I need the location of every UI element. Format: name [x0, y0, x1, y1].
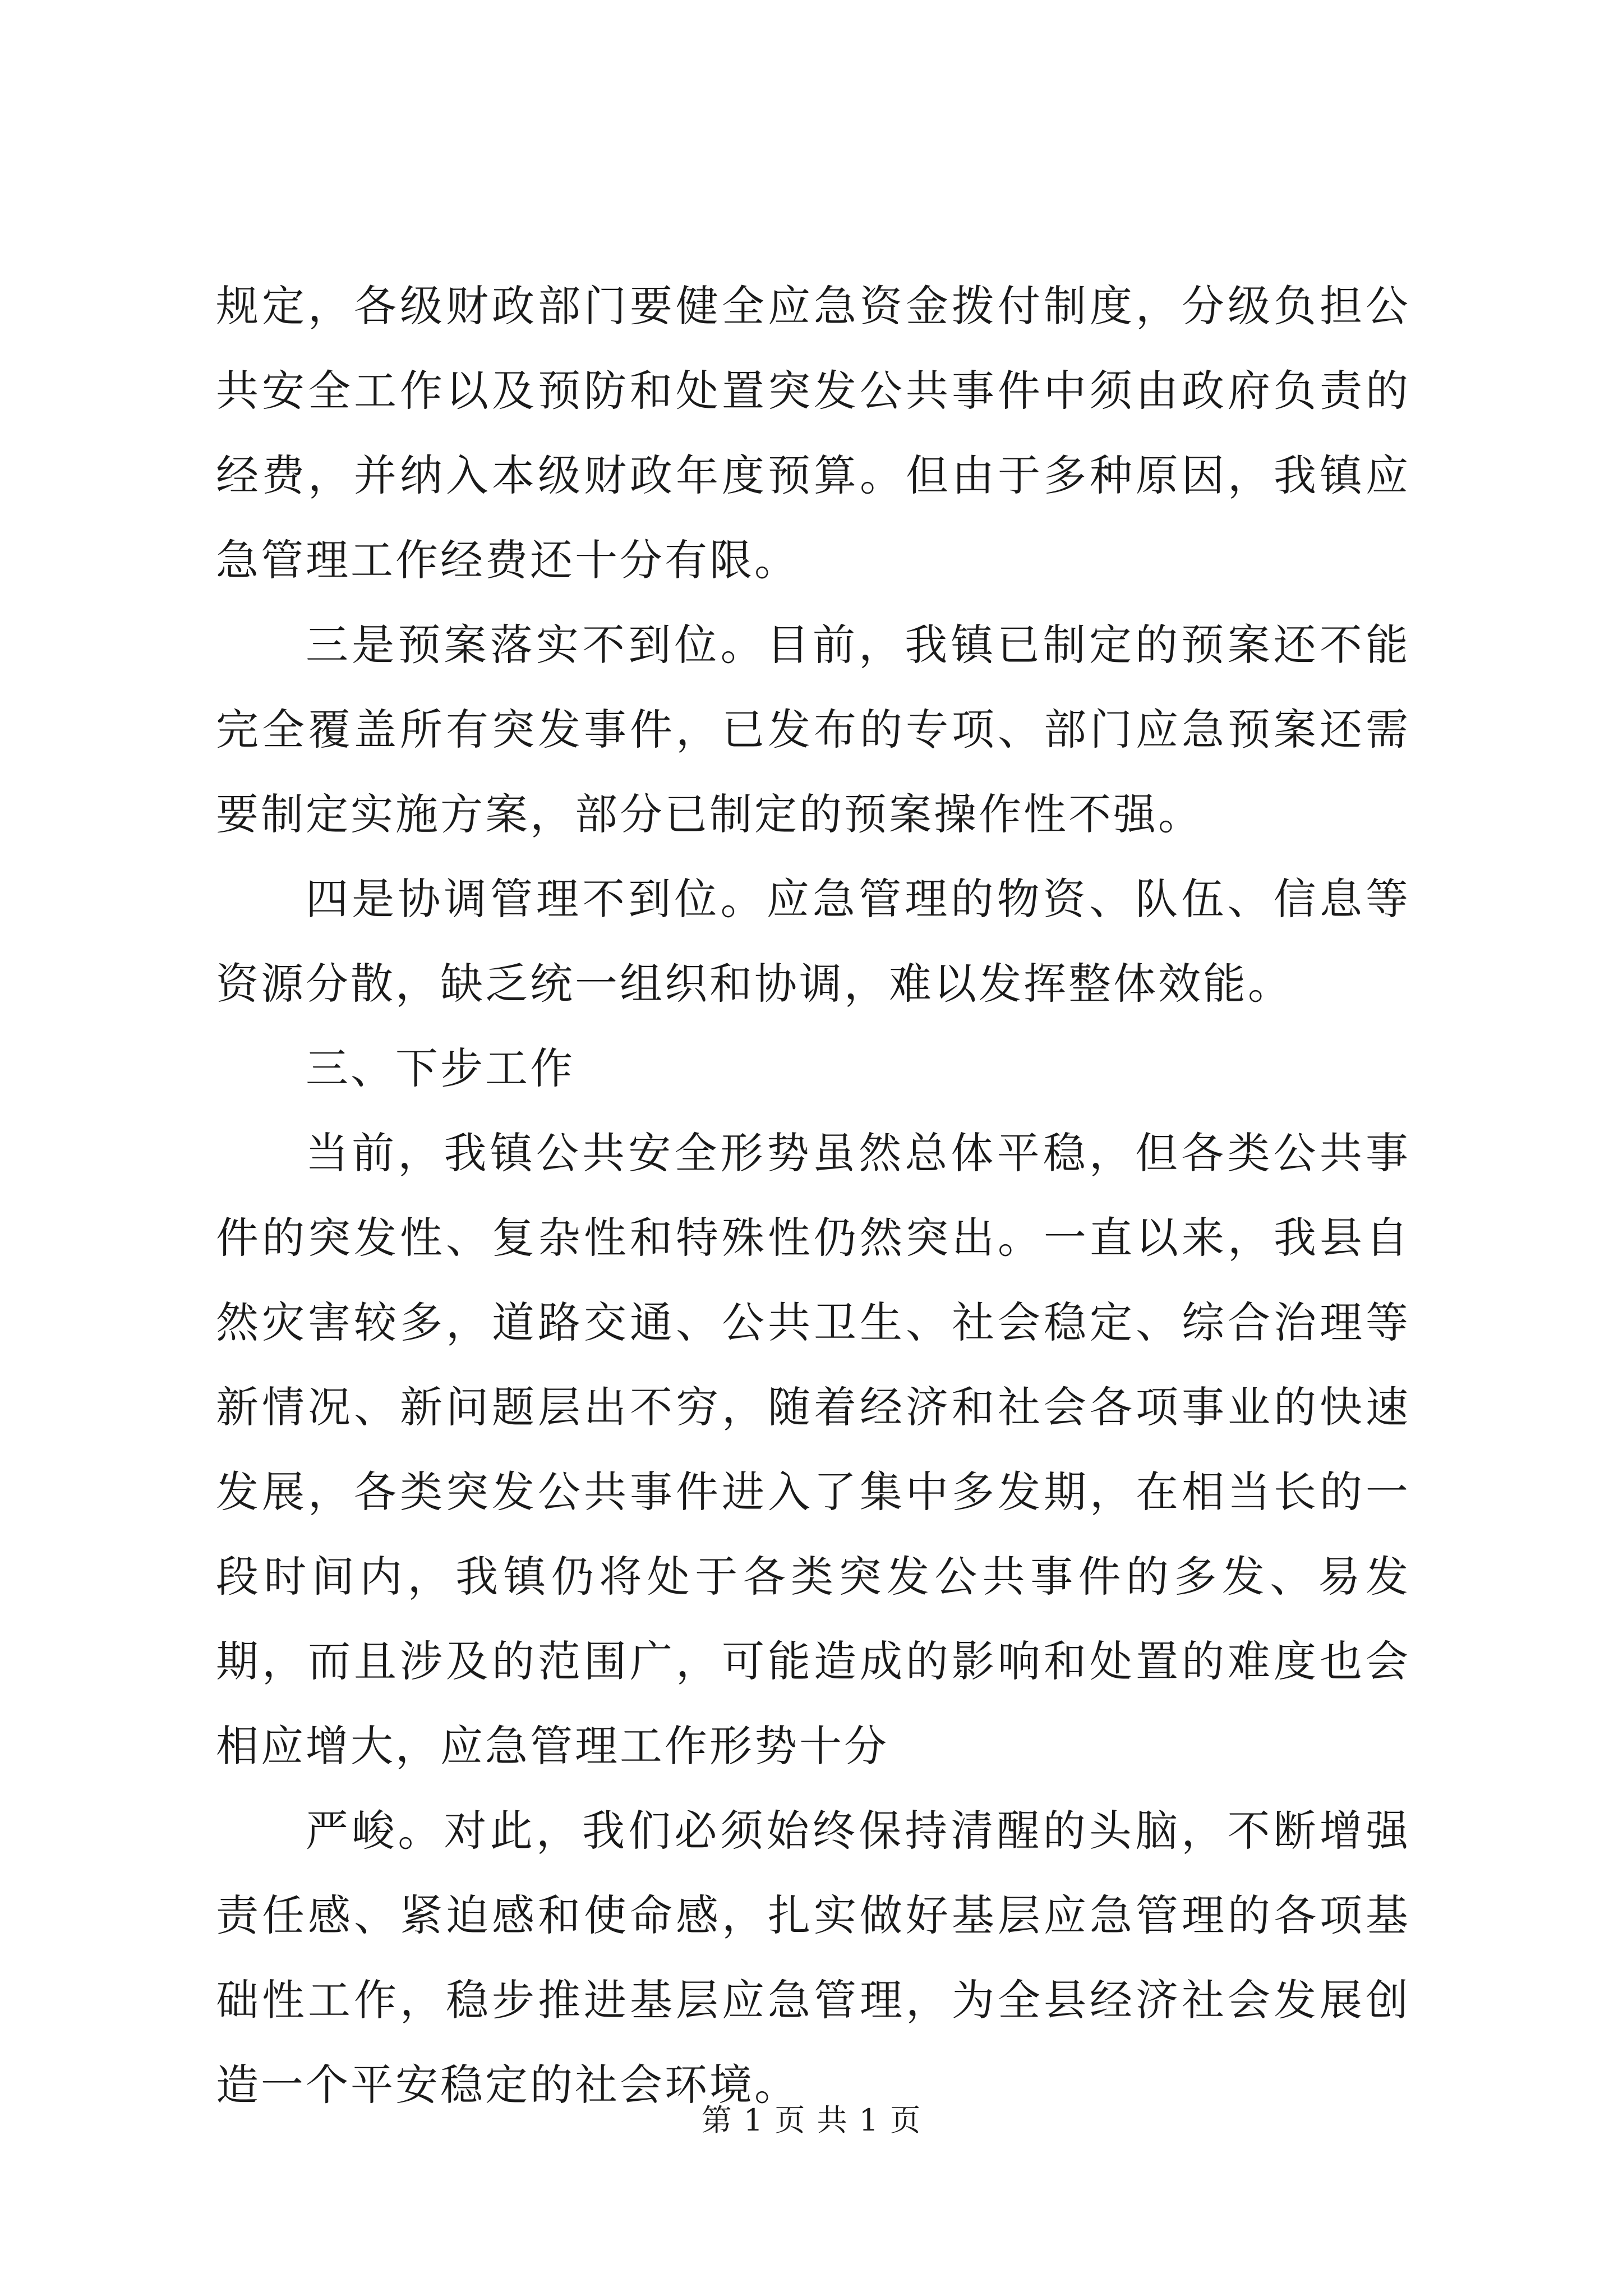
section-heading-next-steps: 三、下步工作 — [306, 1043, 575, 1093]
paragraph-current-situation: 当前，我镇公共安全形势虽然总体平稳，但各类公共事件的突发性、复杂性和特殊性仍然突出。一直以来，我县自然灾害较多，道路交通、公共卫生、社会稳定、综合治理等新情况、新问题层出不穷，随着经济和社会各项事业的快速发展，各类突发公共事件进入了集中多发期，在相当长的一段时间内，我镇仍将处于各类突发公共事件的多发、易发期，而且涉及的范围广，可能造成的影响和处置的难度也会相应增大，应急管理工作形势十分 — [216, 1128, 1410, 1771]
paragraph-funding: 规定，各级财政部门要健全应急资金拨付制度，分级负担公共安全工作以及预防和处置突发公共事件中须由政府负责的经费，并纳入本级财政年度预算。但由于多种原因，我镇应急管理工作经费还十分有限。 — [216, 281, 1410, 585]
paragraph-plan-implementation: 三是预案落实不到位。目前，我镇已制定的预案还不能完全覆盖所有突发事件，已发布的专项、部门应急预案还需要制定实施方案，部分已制定的预案操作性不强。 — [216, 620, 1410, 839]
page-number-footer: 第 1 页 共 1 页 — [701, 2102, 922, 2138]
paragraph-conclusion: 严峻。对此，我们必须始终保持清醒的头脑，不断增强责任感、紧迫感和使命感，扎实做好基层应急管理的各项基础性工作，稳步推进基层应急管理，为全县经济社会发展创造一个平安稳定的社会环境。 — [216, 1806, 1410, 2110]
paragraph-coordination: 四是协调管理不到位。应急管理的物资、队伍、信息等资源分散，缺乏统一组织和协调，难以发挥整体效能。 — [216, 874, 1410, 1009]
document-body — [216, 264, 1410, 2127]
